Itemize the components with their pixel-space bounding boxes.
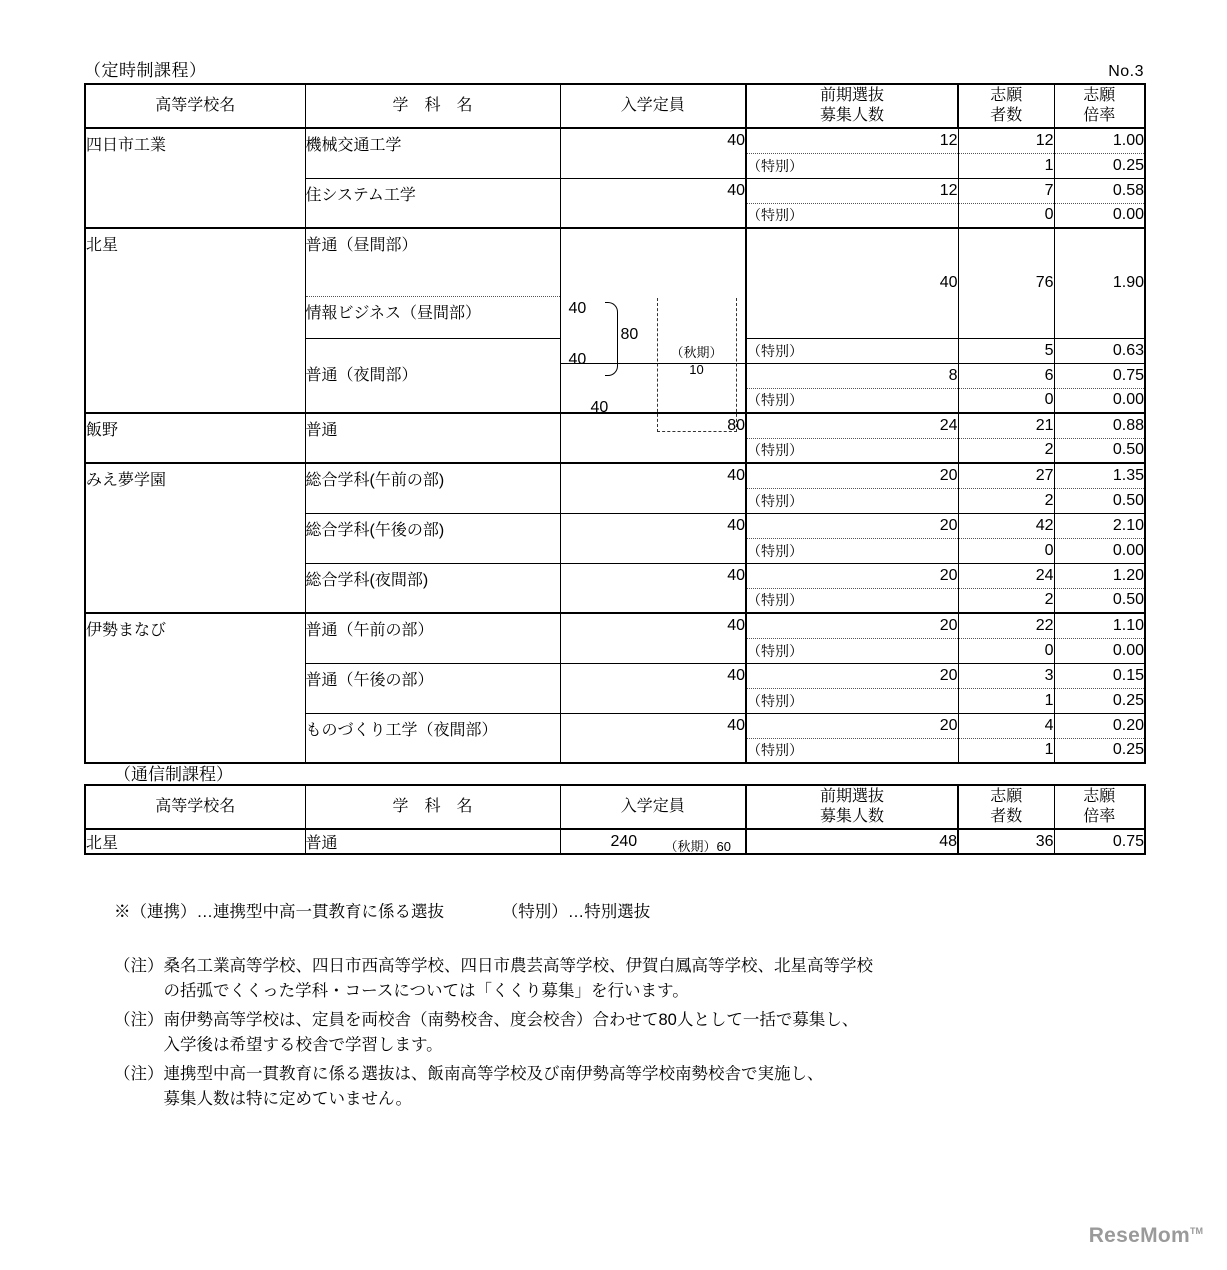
cell-applicants: 4	[958, 713, 1054, 738]
cell-special-label: （特別）	[746, 203, 958, 228]
cell-applicants: 22	[958, 613, 1054, 638]
cell-applicants: 6	[958, 363, 1054, 388]
th-ratio-line1: 志願	[1083, 87, 1116, 104]
watermark-tm: TM	[1190, 1226, 1203, 1236]
cell-course: 普通	[305, 413, 560, 463]
cell-applicants: 76	[958, 228, 1054, 338]
table-row	[85, 413, 1145, 438]
cell-ratio: 0.20	[1054, 713, 1145, 738]
footnote-item	[114, 1062, 1124, 1113]
th-applicants	[958, 785, 1054, 829]
cell-ratio: 0.50	[1054, 588, 1145, 613]
footnote-legend: ※（連携）…連携型中高一貫教育に係る選抜 （特別）…特別選抜	[114, 903, 651, 921]
cell-quota: 12	[746, 128, 958, 153]
th-course: 学 科 名	[305, 785, 560, 829]
cell-applicants: 0	[958, 638, 1054, 663]
cell-course: ものづくり工学（夜間部）	[305, 713, 560, 763]
cell-capacity: 40	[560, 178, 746, 228]
th-ratio-line2: 倍率	[1083, 107, 1116, 124]
th-applicants-line2: 者数	[990, 107, 1023, 124]
cell-applicants: 0	[958, 538, 1054, 563]
cell-ratio: 0.50	[1054, 488, 1145, 513]
th-school: 高等学校名	[85, 785, 305, 829]
cell-ratio: 1.90	[1054, 228, 1145, 338]
th-quota	[746, 785, 958, 829]
th-applicants-line1: 志願	[990, 788, 1023, 805]
cell-course: 機械交通工学	[305, 128, 560, 178]
cell-ratio: 0.50	[1054, 438, 1145, 463]
cell-capacity: 80	[560, 413, 746, 463]
cell-capacity: 40	[560, 563, 746, 613]
cell-ratio: 0.63	[1054, 338, 1145, 363]
cell-ratio: 1.00	[1054, 128, 1145, 153]
cell-applicants: 2	[958, 438, 1054, 463]
cell-capacity: 40	[560, 713, 746, 763]
th-quota-line2: 募集人数	[819, 808, 884, 825]
cell-ratio: 0.15	[1054, 663, 1145, 688]
part-time-course-table	[84, 83, 1146, 764]
footnote-item	[114, 1008, 1124, 1059]
cell-applicants: 3	[958, 663, 1054, 688]
cell-capacity: 40	[560, 128, 746, 178]
cell-course: 普通	[305, 829, 560, 854]
cell-applicants: 36	[958, 829, 1054, 854]
th-quota-line1: 前期選抜	[819, 87, 884, 104]
footnote-item	[114, 954, 1124, 1005]
cell-applicants: 21	[958, 413, 1054, 438]
table-row	[85, 613, 1145, 638]
cell-applicants: 42	[958, 513, 1054, 538]
th-ratio	[1054, 84, 1145, 128]
cell-course: 情報ビジネス（昼間部）	[305, 296, 560, 338]
footnote-line: 募集人数は特に定めていません。	[114, 1090, 412, 1109]
cell-ratio: 1.35	[1054, 463, 1145, 488]
cell-ratio: 0.58	[1054, 178, 1145, 203]
page-label: No.3	[1108, 63, 1144, 80]
cell-ratio: 0.88	[1054, 413, 1145, 438]
footnotes	[114, 900, 1124, 1116]
cell-course-spacer	[305, 388, 560, 413]
th-applicants	[958, 84, 1054, 128]
footnote-line: （注）桑名工業高等学校、四日市西高等学校、四日市農芸高等学校、伊賀白鳳高等学校、北星高等学校	[114, 956, 873, 975]
autumn-label: （秋期）	[670, 344, 723, 360]
cell-ratio: 0.00	[1054, 538, 1145, 563]
cell-applicants: 0	[958, 388, 1054, 413]
cell-school: 北星	[85, 829, 305, 854]
cell-ratio: 0.25	[1054, 153, 1145, 178]
cell-quota: 48	[746, 829, 958, 854]
cell-quota: 20	[746, 463, 958, 488]
cell-course: 住システム工学	[305, 178, 560, 228]
cell-school: 伊勢まなび	[85, 613, 305, 763]
cell-course: 総合学科(午前の部)	[305, 463, 560, 513]
capacity-autumn: （秋期）60	[664, 839, 731, 854]
table2-header-row	[85, 785, 1145, 829]
cell-capacity: 40	[560, 463, 746, 513]
cell-applicants: 5	[958, 338, 1054, 363]
th-capacity: 入学定員	[560, 84, 746, 128]
cell-school: みえ夢学園	[85, 463, 305, 613]
table-row	[85, 228, 1145, 296]
cell-applicants: 1	[958, 738, 1054, 763]
table-row	[85, 463, 1145, 488]
cell-special-label: （特別）	[746, 688, 958, 713]
cell-applicants: 7	[958, 178, 1054, 203]
cell-capacity	[560, 829, 746, 854]
autumn-note	[667, 344, 727, 379]
table-row	[85, 829, 1145, 854]
th-ratio-line1: 志願	[1083, 788, 1116, 805]
th-school: 高等学校名	[85, 84, 305, 128]
cell-applicants: 0	[958, 203, 1054, 228]
resemom-watermark	[1089, 1224, 1203, 1248]
capacity-bracket-total: 80	[620, 325, 639, 343]
cell-special-label: （特別）	[746, 388, 958, 413]
cell-school: 四日市工業	[85, 128, 305, 228]
autumn-value: 10	[689, 362, 704, 378]
capacity-value-a: 40	[568, 299, 587, 317]
cell-quota: 20	[746, 513, 958, 538]
cell-special-label: （特別）	[746, 488, 958, 513]
th-course: 学 科 名	[305, 84, 560, 128]
footnote-line: 入学後は希望する校舎で学習します。	[114, 1036, 443, 1055]
cell-course: 総合学科(午後の部)	[305, 513, 560, 563]
cell-applicants: 1	[958, 153, 1054, 178]
cell-course: 総合学科(夜間部)	[305, 563, 560, 613]
cell-applicants: 2	[958, 488, 1054, 513]
cell-ratio: 0.00	[1054, 388, 1145, 413]
cell-ratio: 2.10	[1054, 513, 1145, 538]
correspondence-course-table	[84, 784, 1146, 855]
cell-quota: 12	[746, 178, 958, 203]
cell-special-label: （特別）	[746, 738, 958, 763]
th-applicants-line1: 志願	[990, 87, 1023, 104]
watermark-text: ReseMom	[1088, 1224, 1190, 1247]
cell-applicants: 12	[958, 128, 1054, 153]
section2-title: （通信制課程）	[114, 765, 233, 784]
table-row	[85, 128, 1145, 153]
cell-course: 普通（午前の部）	[305, 613, 560, 663]
cell-applicants: 1	[958, 688, 1054, 713]
cell-quota: 24	[746, 413, 958, 438]
cell-quota: 40	[746, 228, 958, 338]
cell-course: 普通（昼間部）	[305, 228, 560, 296]
cell-school: 北星	[85, 228, 305, 413]
th-applicants-line2: 者数	[990, 808, 1023, 825]
capacity-value: 240	[610, 833, 638, 850]
cell-ratio: 1.10	[1054, 613, 1145, 638]
th-quota-line2: 募集人数	[819, 107, 884, 124]
cell-quota: 20	[746, 663, 958, 688]
footnote-line: （注）連携型中高一貫教育に係る選抜は、飯南高等学校及び南伊勢高等学校南勢校舎で実施し、	[114, 1064, 824, 1083]
cell-special-label: （特別）	[746, 588, 958, 613]
cell-applicants: 27	[958, 463, 1054, 488]
cell-quota: 8	[746, 363, 958, 388]
th-quota-line1: 前期選抜	[819, 788, 884, 805]
th-quota	[746, 84, 958, 128]
cell-capacity: 40	[560, 613, 746, 663]
footnote-line: （注）南伊勢高等学校は、定員を両校舎（南勢校舎、度会校舎）合わせて80人として一括で募集し、	[114, 1010, 859, 1029]
table1-header-row	[85, 84, 1145, 128]
footnote-line: の括弧でくくった学科・コースについては「くくり募集」を行います。	[114, 982, 689, 1001]
cell-ratio: 0.25	[1054, 688, 1145, 713]
cell-ratio: 0.00	[1054, 203, 1145, 228]
cell-special-label: （特別）	[746, 638, 958, 663]
capacity-value-c: 40	[590, 398, 609, 416]
cell-quota: 20	[746, 563, 958, 588]
cell-ratio: 0.75	[1054, 829, 1145, 854]
cell-quota: 20	[746, 613, 958, 638]
capacity-value-b: 40	[568, 350, 587, 368]
cell-special-label: （特別）	[746, 438, 958, 463]
cell-course: 普通（午後の部）	[305, 663, 560, 713]
cell-capacity: 40	[560, 663, 746, 713]
cell-special-label: （特別）	[746, 538, 958, 563]
cell-capacity: 40	[560, 513, 746, 563]
th-ratio-line2: 倍率	[1083, 808, 1116, 825]
cell-applicants: 24	[958, 563, 1054, 588]
cell-course: 普通（夜間部）	[305, 338, 560, 388]
cell-ratio: 0.00	[1054, 638, 1145, 663]
brace-icon	[605, 302, 618, 376]
cell-ratio: 0.25	[1054, 738, 1145, 763]
th-ratio	[1054, 785, 1145, 829]
cell-ratio: 0.75	[1054, 363, 1145, 388]
cell-special-label: （特別）	[746, 338, 958, 363]
th-capacity: 入学定員	[560, 785, 746, 829]
cell-special-label: （特別）	[746, 153, 958, 178]
cell-applicants: 2	[958, 588, 1054, 613]
cell-quota: 20	[746, 713, 958, 738]
cell-school: 飯野	[85, 413, 305, 463]
table1-caption-row	[84, 56, 1144, 81]
cell-ratio: 1.20	[1054, 563, 1145, 588]
cell-capacity-merged	[560, 228, 746, 416]
section1-title: （定時制課程）	[84, 61, 207, 80]
